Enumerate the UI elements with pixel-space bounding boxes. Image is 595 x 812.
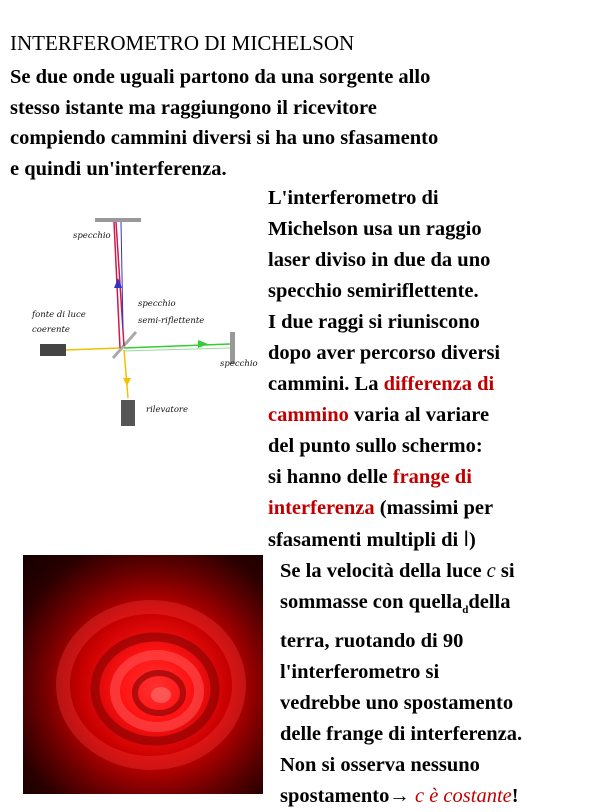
text-line: l'interferometro si <box>280 661 440 683</box>
text-span: ! <box>511 785 519 807</box>
label-mirror-top: specchio <box>73 231 111 241</box>
text-span: cammini. La <box>268 373 384 395</box>
subscript-d: d <box>462 604 469 616</box>
text-span: (massimi per <box>374 497 494 519</box>
label-half-mirror-1: specchio <box>138 299 176 309</box>
highlight-text: c è costante <box>414 785 512 807</box>
text-line: delle frange di interferenza. <box>280 723 523 745</box>
label-detector: rilevatore <box>146 405 189 415</box>
lambda-symbol: l <box>463 527 470 551</box>
text-line: del punto sullo schermo: <box>268 435 483 457</box>
text-line: vedrebbe uno spostamento <box>280 692 514 714</box>
light-source <box>40 344 66 356</box>
beam-yellow-out <box>124 350 128 398</box>
text-span: si <box>495 560 515 582</box>
label-mirror-right: specchio <box>220 359 258 369</box>
speed-paragraph <box>280 556 592 812</box>
detector <box>121 400 135 426</box>
beam-green-2 <box>124 348 230 351</box>
highlight-text: cammino <box>268 404 349 426</box>
text-span: sommasse con quella <box>280 591 463 613</box>
text-span: spostamento→ <box>280 785 415 807</box>
arrow-right <box>198 340 208 348</box>
label-half-mirror-2: semi-riflettente <box>138 316 205 326</box>
page-title: INTERFEROMETRO DI MICHELSON <box>10 31 355 55</box>
text-line: terra, ruotando di 90 <box>280 630 464 652</box>
text-span: Se la velocità della luce <box>280 560 487 582</box>
beam-green <box>124 344 230 348</box>
interference-fringes-photo <box>23 555 263 794</box>
intro-paragraph <box>10 62 590 184</box>
text-line <box>280 587 592 626</box>
text-line <box>280 556 592 587</box>
text-line <box>280 781 592 812</box>
highlight-text: frange di <box>392 466 472 488</box>
beam-yellow-in <box>66 348 120 350</box>
text-line: I due raggi si riuniscono <box>268 311 480 333</box>
top-mirror <box>95 218 141 222</box>
text-span: ) <box>469 529 476 551</box>
label-source-1: fonte di luce <box>32 310 86 320</box>
text-line: laser diviso in due da uno <box>268 249 491 271</box>
text-line <box>268 524 593 556</box>
intro-line: stesso istante ma raggiungono il ricevitore <box>10 96 377 119</box>
highlight-text: differenza di <box>383 373 495 395</box>
intro-line: e quindi un'interferenza. <box>10 157 227 180</box>
highlight-text: interferenza <box>268 497 375 519</box>
text-span: varia al variare <box>348 404 490 426</box>
michelson-diagram <box>28 208 268 440</box>
text-line <box>268 462 593 493</box>
arrow-down <box>123 378 131 386</box>
text-span: si hanno delle <box>268 466 393 488</box>
intro-line: compiendo cammini diversi si ha uno sfasamento <box>10 127 439 149</box>
text-line <box>268 493 593 524</box>
text-line: specchio semiriflettente. <box>268 280 479 302</box>
italic-c: c <box>486 560 496 582</box>
text-line: dopo aver percorso diversi <box>268 342 501 364</box>
text-line: L'interferometro di <box>268 187 439 209</box>
text-span: sfasamenti multipli di <box>268 529 464 551</box>
text-line: Non si osserva nessuno <box>280 754 480 776</box>
text-line: Michelson usa un raggio <box>268 218 482 240</box>
label-source-2: coerente <box>32 325 70 335</box>
text-line <box>268 369 593 400</box>
intro-line: Se due onde uguali partono da una sorgente allo <box>10 66 431 88</box>
text-line <box>268 400 593 431</box>
fringe-center <box>151 687 171 703</box>
text-span: della <box>468 591 511 613</box>
arrow-up <box>114 278 122 288</box>
description-paragraph <box>268 183 593 556</box>
